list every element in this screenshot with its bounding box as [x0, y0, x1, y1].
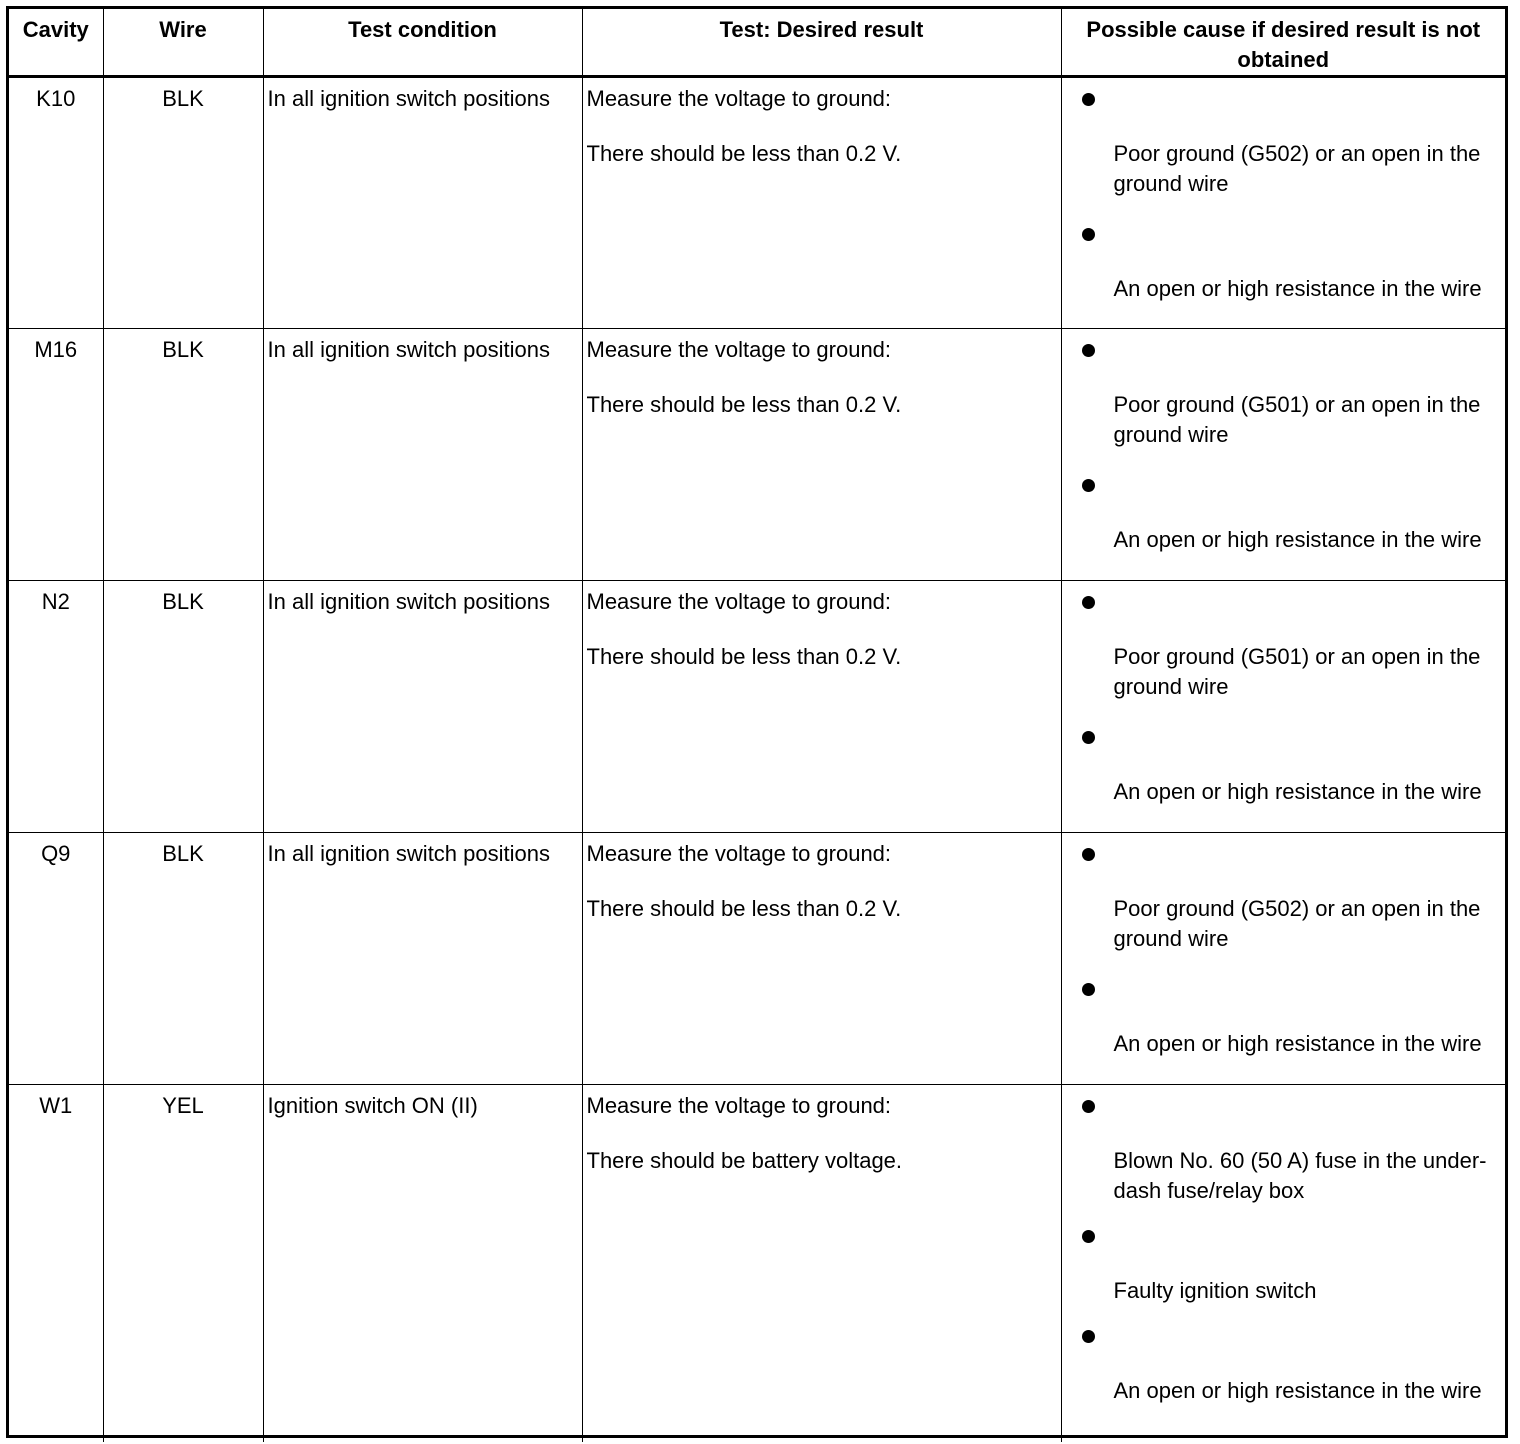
bullet-icon	[1082, 1321, 1502, 1351]
cause-item	[1082, 219, 1502, 304]
result-cell	[582, 1085, 1061, 1442]
condition-cell: Ignition switch ON (II)	[263, 1085, 582, 1442]
cause-item	[1082, 1221, 1502, 1306]
bullet-icon	[1082, 1091, 1502, 1121]
cause-text: Blown No. 60 (50 A) fuse in the under-dash fuse/relay box	[1113, 1148, 1487, 1203]
header-possible-cause: Possible cause if desired result is not obtained	[1061, 9, 1505, 77]
table-row	[9, 77, 1505, 329]
result-cell	[582, 833, 1061, 1085]
cause-text: An open or high resistance in the wire	[1113, 527, 1482, 552]
wire-cell: BLK	[103, 329, 263, 581]
wire-cell: BLK	[103, 833, 263, 1085]
causes-cell	[1061, 329, 1505, 581]
condition-cell: In all ignition switch positions	[263, 77, 582, 329]
test-table	[9, 9, 1505, 1442]
wire-cell: YEL	[103, 1085, 263, 1442]
condition-cell: In all ignition switch positions	[263, 329, 582, 581]
test-table-frame	[6, 6, 1508, 1438]
bullet-icon	[1082, 335, 1502, 365]
cause-item	[1082, 1321, 1502, 1406]
table-row	[9, 1085, 1505, 1442]
result-instruction: Measure the voltage to ground:	[586, 86, 892, 111]
cause-text: Poor ground (G502) or an open in the ground wire	[1113, 141, 1481, 196]
cause-text: An open or high resistance in the wire	[1113, 1031, 1482, 1056]
cause-text: Poor ground (G501) or an open in the ground wire	[1113, 392, 1481, 447]
result-instruction: Measure the voltage to ground:	[586, 1093, 892, 1118]
cause-item	[1082, 839, 1502, 954]
result-instruction: Measure the voltage to ground:	[586, 841, 892, 866]
result-cell	[582, 581, 1061, 833]
bullet-icon	[1082, 1221, 1502, 1251]
result-instruction: Measure the voltage to ground:	[586, 337, 892, 362]
result-expected: There should be less than 0.2 V.	[586, 896, 902, 921]
bullet-icon	[1082, 84, 1502, 114]
cause-item	[1082, 84, 1502, 199]
cause-item	[1082, 335, 1502, 450]
header-wire: Wire	[103, 9, 263, 77]
wire-cell: BLK	[103, 581, 263, 833]
bullet-icon	[1082, 219, 1502, 249]
causes-cell	[1061, 77, 1505, 329]
result-expected: There should be battery voltage.	[586, 1148, 903, 1173]
cause-item	[1082, 722, 1502, 807]
bullet-icon	[1082, 839, 1502, 869]
cause-text: An open or high resistance in the wire	[1113, 779, 1482, 804]
bullet-icon	[1082, 587, 1502, 617]
result-instruction: Measure the voltage to ground:	[586, 589, 892, 614]
causes-cell	[1061, 833, 1505, 1085]
cause-text: Poor ground (G502) or an open in the ground wire	[1113, 896, 1481, 951]
causes-cell	[1061, 581, 1505, 833]
result-cell	[582, 329, 1061, 581]
header-test-condition: Test condition	[263, 9, 582, 77]
cavity-cell: N2	[9, 581, 103, 833]
cause-text: Faulty ignition switch	[1113, 1278, 1317, 1303]
cause-text: An open or high resistance in the wire	[1113, 1378, 1482, 1403]
cavity-cell: K10	[9, 77, 103, 329]
bullet-icon	[1082, 722, 1502, 752]
table-row	[9, 581, 1505, 833]
table-row	[9, 329, 1505, 581]
result-expected: There should be less than 0.2 V.	[586, 141, 902, 166]
cavity-cell: Q9	[9, 833, 103, 1085]
bullet-icon	[1082, 470, 1502, 500]
condition-cell: In all ignition switch positions	[263, 833, 582, 1085]
header-row	[9, 9, 1505, 77]
bullet-icon	[1082, 974, 1502, 1004]
table-row	[9, 833, 1505, 1085]
result-expected: There should be less than 0.2 V.	[586, 392, 902, 417]
result-expected: There should be less than 0.2 V.	[586, 644, 902, 669]
cause-item	[1082, 470, 1502, 555]
cavity-cell: M16	[9, 329, 103, 581]
result-cell	[582, 77, 1061, 329]
cause-text: Poor ground (G501) or an open in the ground wire	[1113, 644, 1481, 699]
wire-cell: BLK	[103, 77, 263, 329]
cause-text: An open or high resistance in the wire	[1113, 276, 1482, 301]
condition-cell: In all ignition switch positions	[263, 581, 582, 833]
cause-item	[1082, 974, 1502, 1059]
header-desired-result: Test: Desired result	[582, 9, 1061, 77]
cavity-cell: W1	[9, 1085, 103, 1442]
cause-item	[1082, 1091, 1502, 1206]
cause-item	[1082, 587, 1502, 702]
causes-cell	[1061, 1085, 1505, 1442]
header-cavity: Cavity	[9, 9, 103, 77]
